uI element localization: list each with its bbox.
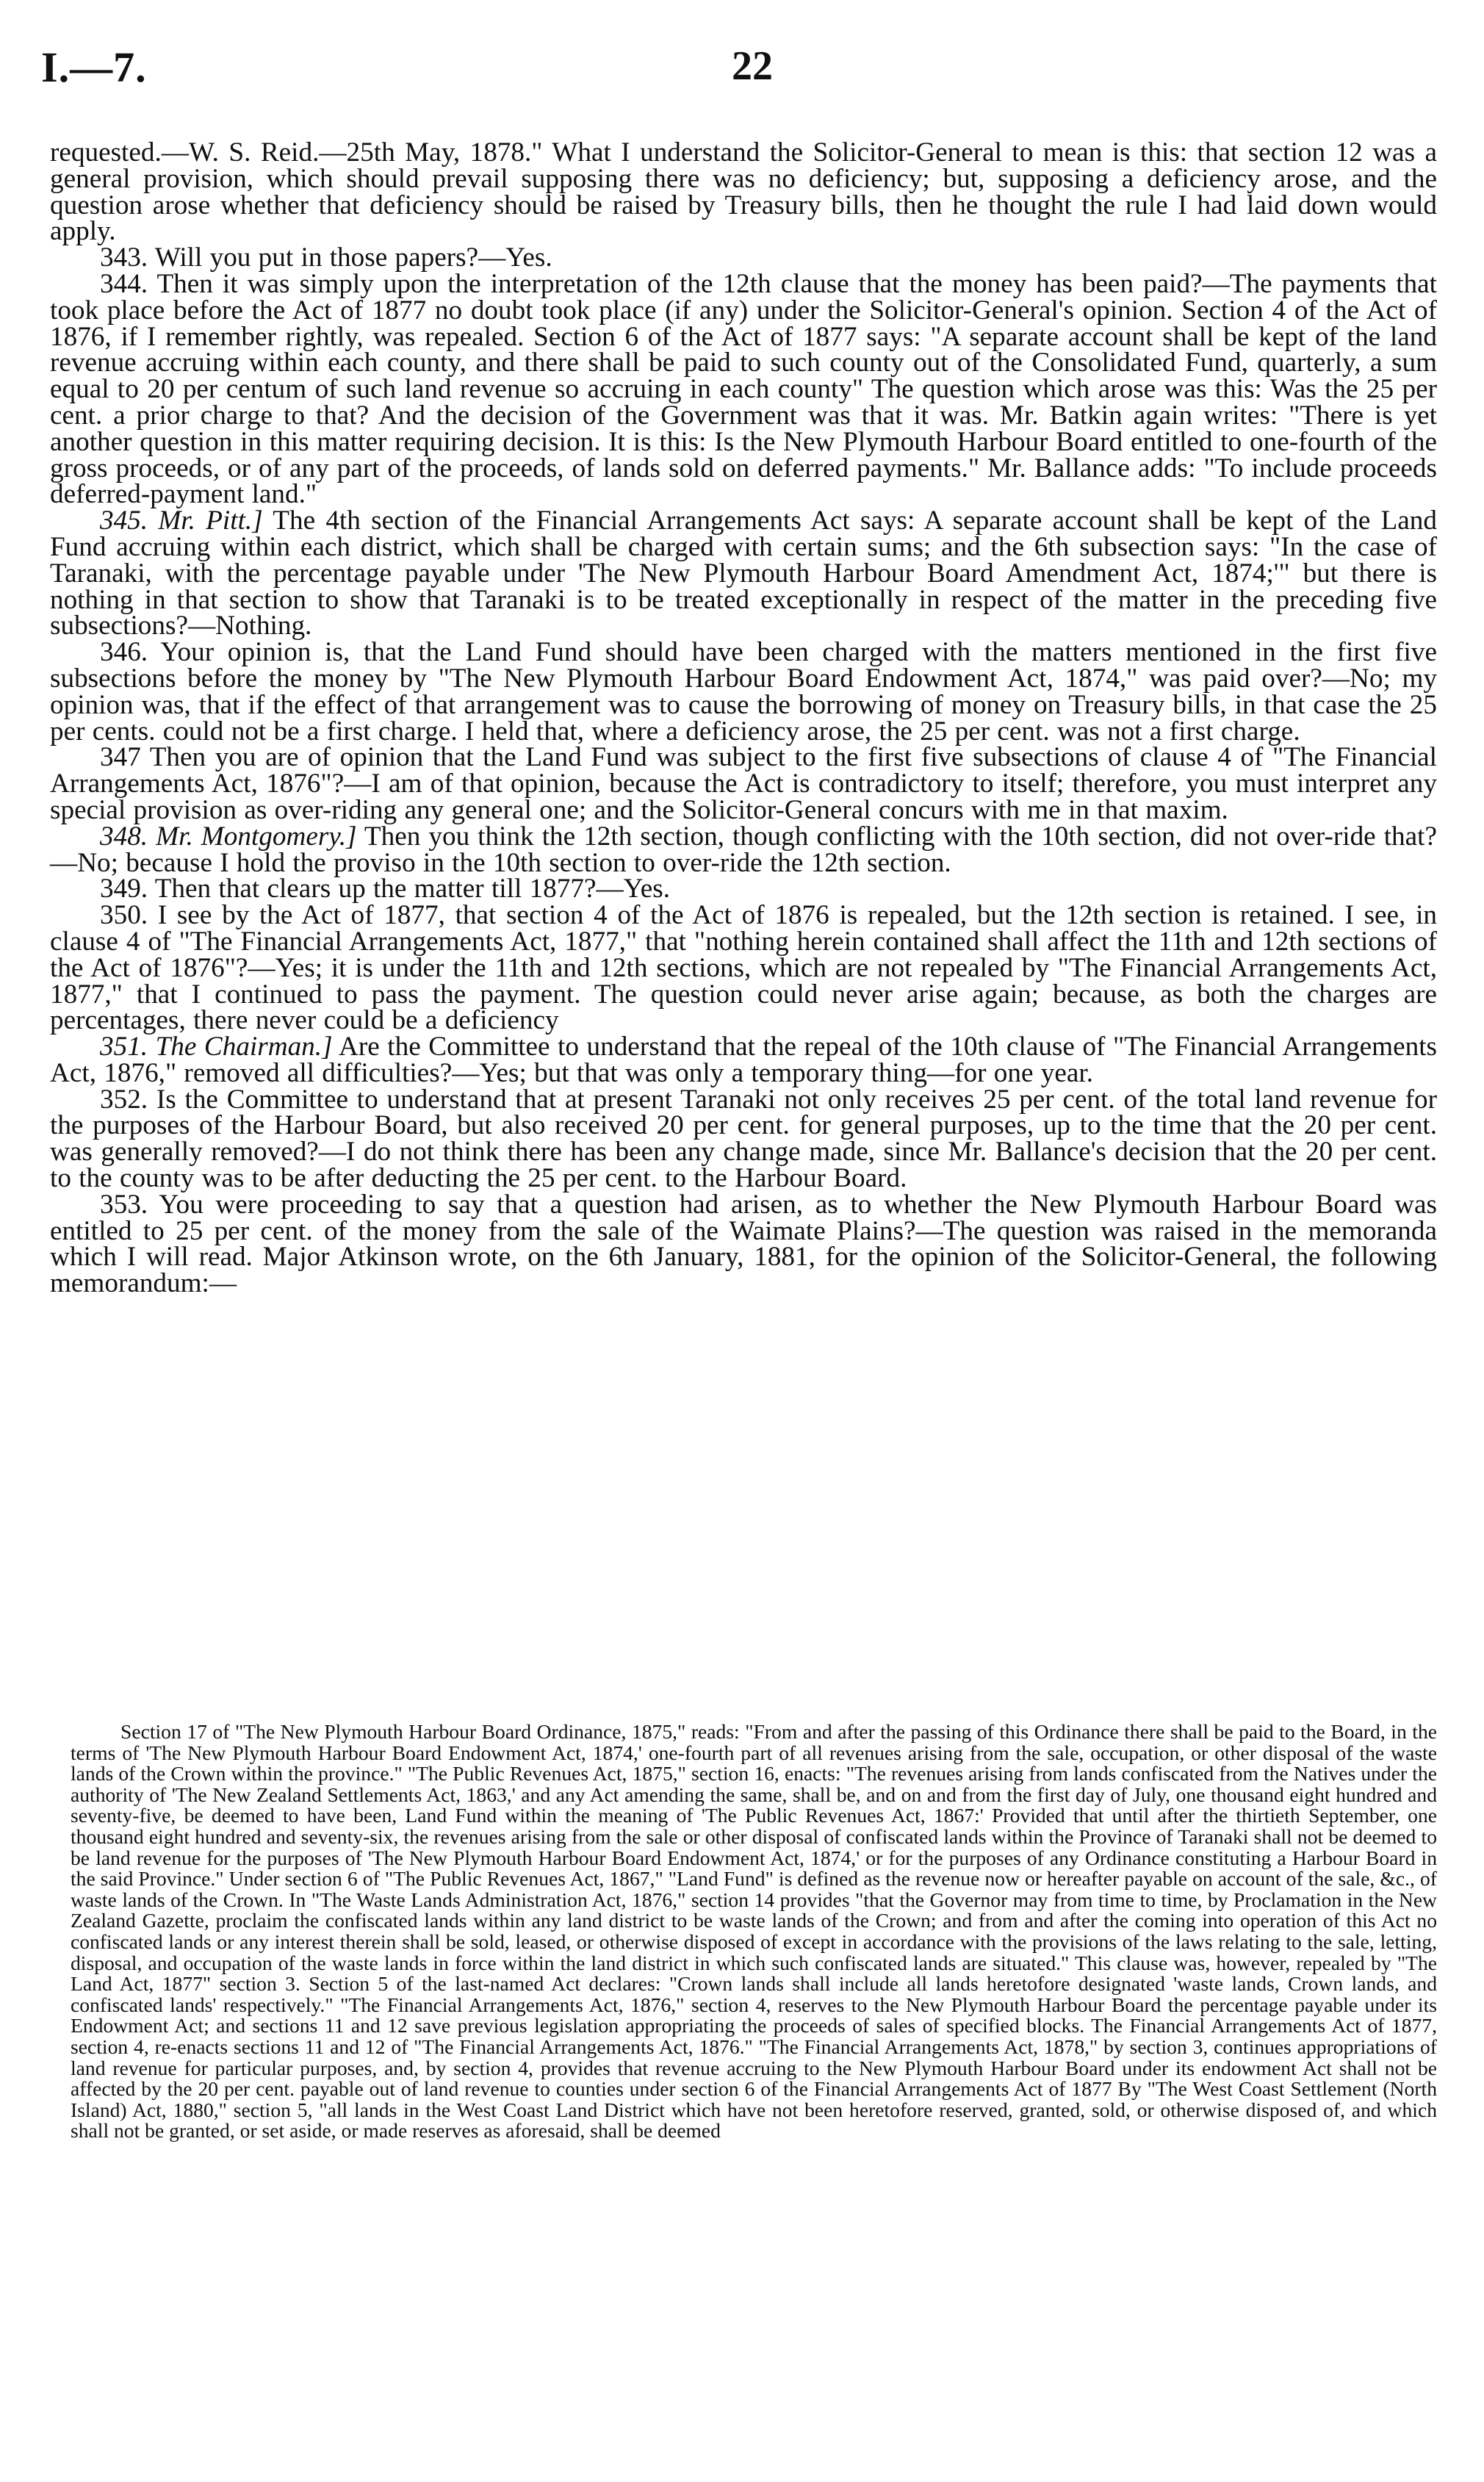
paragraph-349: 349. Then that clears up the matter till 1877?—Yes. <box>100 874 671 904</box>
paragraph-346: 346. Your opinion is, that the Land Fund should have been charged with the matters mentioned in the first five subsections before the money by "The New Plymouth Harbour Board Endowment Act, 1874," was paid over?—No; my opinion was, that if the effect of that arrangement was to cause the borrowing of money on Treasury bills, in that case the 25 per cents. could not be a first charge. I held that, where a deficiency arose, the 25 per cent. was not a first charge. <box>50 637 1437 747</box>
page-header <box>41 43 1443 109</box>
paragraph-353: 353. You were proceeding to say that a question had arisen, as to whether the New Plymouth Harbour Board was entitled to 25 per cent. of the money from the sale of the Waimate Plains?—The question was raised in the memoranda which I will read. Major Atkinson wrote, on the 6th January, 1881, for the opinion of the Solicitor-General, the following memorandum:— <box>50 1189 1437 1299</box>
paragraph-344: 344. Then it was simply upon the interpretation of the 12th clause that the money has been paid?—The payments that took place before the Act of 1877 no doubt took place (if any) under the Solicitor-General's opinion. Section 4 of the Act of 1876, if I remember rightly, was repealed. Section 6 of the Act of 1877 says: "A separate account shall be kept of the land revenue accruing within each county, and there shall be paid to such county out of the Consolidated Fund, quarterly, a sum equal to 20 per centum of such land revenue so accruing in each county" The question which arose was this: Was the 25 per cent. a prior charge to that? And the decision of the Government was that it was. Mr. Batkin again writes: "There is yet another question in this matter requiring decision. It is this: Is the New Plymouth Harbour Board entitled to one-fourth of the gross proceeds, or of any part of the proceeds, of lands sold on deferred payments." Mr. Ballance adds: "To include proceeds deferred-payment land." <box>50 268 1437 510</box>
document-reference: I.—7. <box>41 43 147 91</box>
memorandum-quote <box>71 1722 1437 2142</box>
paragraph-continuation: requested.—W. S. Reid.—25th May, 1878." What I understand the Solicitor-General to mean is this: that section 12 was a general provision, which should prevail supposing there was no deficiency; but, supposing a deficiency arose, and the question arose whether that deficiency should be raised by Treasury bills, then he thought the rule I had laid down would apply. <box>50 137 1437 247</box>
paragraph-350: 350. I see by the Act of 1877, that section 4 of the Act of 1876 is repealed, but the 12th section is retained. I see, in clause 4 of "The Financial Arrangements Act, 1877," that "nothing herein contained shall affect the 11th and 12th sections of the Act of 1876"?—Yes; it is under the 11th and 12th sections, which are not repealed by "The Financial Arrangements Act, 1877," that I continued to pass the payment. The question could never arise again; because, as both the charges are percentages, there never could be a deficiency <box>50 900 1437 1036</box>
paragraph-352: 352. Is the Committee to understand that at present Taranaki not only receives 25 per cent. of the total land revenue for the purposes of the Harbour Board, but also received 20 per cent. for general purposes, up to the time that the 20 per cent. was generally removed?—I do not think there has been any change made, since Mr. Ballance's decision that the 20 per cent. to the county was to be after deducting the 25 per cent. to the Harbour Board. <box>50 1084 1437 1194</box>
page-number: 22 <box>732 43 773 89</box>
paragraph-343: 343. Will you put in those papers?—Yes. <box>100 242 552 273</box>
speaker-lead: 348. Mr. Montgomery.] <box>100 821 357 852</box>
evidence-body <box>50 137 1437 1299</box>
paragraph-348: 348. Mr. Montgomery.] Then you think the 12th section, though conflicting with the 10th section, did not over-ride that?—No; because I hold the proviso in the 10th section to over-ride the 12th section. <box>50 821 1437 878</box>
memorandum-text: Section 17 of "The New Plymouth Harbour Board Ordinance, 1875," reads: "From and after the passing of this Ordinance there shall be paid to the Board, in the terms of 'The New Plymouth Harbour Board Endowment Act, 1874,' one-fourth part of all revenues arising from the sale, occupation, or other disposal of the waste lands of the Crown within the province." "The Public Revenues Act, 1875," section 16, enacts: "The revenues arising from lands confiscated from the Natives under the authority of 'The New Zealand Settlements Act, 1863,' and any Act amending the same, shall be, and on and from the first day of July, one thousand eight hundred and seventy-five, be deemed to have been, Land Fund within the meaning of 'The Public Revenues Act, 1867:' Provided that until after the thirtieth September, one thousand eight hundred and seventy-six, the revenues arising from the sale or other disposal of confiscated lands within the Province of Taranaki shall not be deemed to be land revenue for the purposes of 'The New Plymouth Harbour Board Endowment Act, 1874,' or for the purposes of any Ordinance constituting a Harbour Board in the said Province." Under section 6 of "The Public Revenues Act, 1867," "Land Fund" is defined as the revenue now or hereafter payable on account of the sale, &c., of waste lands of the Crown. In "The Waste Lands Administration Act, 1876," section 14 provides "that the Governor may from time to time, by Proclamation in the New Zealand Gazette, proclaim the confiscated lands within any land district to be waste lands of the Crown; and from and after the coming into operation of this Act no confiscated lands or any interest therein shall be sold, leased, or otherwise disposed of except in accordance with the provisions of the laws relating to the sale, letting, disposal, and occupation of the waste lands in force within the land district in which such confiscated lands are situated." This clause was, however, repealed by "The Land Act, 1877" section 3. Section 5 of the last-named Act declares: "Crown lands shall include all lands heretofore designated 'waste lands, Crown lands, and confiscated lands' respectively." "The Financial Arrangements Act, 1876," section 4, reserves to the New Plymouth Harbour Board the percentage payable under its Endowment Act; and sections 11 and 12 save previous legislation appropriating the proceeds of sales of specified blocks. The Financial Arrangements Act of 1877, section 4, re-enacts sections 11 and 12 of "The Financial Arrangements Act, 1876." "The Financial Arrangements Act, 1878," by section 3, continues appropriations of land revenue for particular purposes, and, by section 4, provides that revenue accruing to the New Plymouth Harbour Board under its endowment Act shall not be affected by the 20 per cent. payable out of land revenue to counties under section 6 of the Financial Arrangements Act of 1877 By "The West Coast Settlement (North Island) Act, 1880," section 5, "all lands in the West Coast Land District which have not been heretofore reserved, granted, sold, or otherwise disposed of, and which shall not be granted, or set aside, or made reserves as aforesaid, shall be deemed <box>71 1720 1437 2143</box>
paragraph-351: 351. The Chairman.] Are the Committee to understand that the repeal of the 10th clause of "The Financial Arrangements Act, 1876," removed all difficulties?—Yes; but that was only a temporary thing—for one year. <box>50 1032 1437 1088</box>
speaker-lead: 345. Mr. Pitt.] <box>100 506 263 536</box>
paragraph-345: 345. Mr. Pitt.] The 4th section of the Financial Arrangements Act says: A separate account shall be kept of the Land Fund accruing within each district, which shall be charged with certain sums; and the 6th subsection says: "In the case of Taranaki, with the percentage payable under 'The New Plymouth Harbour Board Amendment Act, 1874;'" but there is nothing in that section to show that Taranaki is to be treated exceptionally in respect of the matter in the preceding five subsections?—Nothing. <box>50 506 1437 641</box>
paragraph-347: 347 Then you are of opinion that the Land Fund was subject to the first five subsections of clause 4 of "The Financial Arrangements Act, 1876"?—I am of that opinion, because the Act is contradictory to itself; therefore, you must interpret any special provision as over-riding any general one; and the Solicitor-General concurs with me in that maxim. <box>50 742 1437 825</box>
speaker-lead: 351. The Chairman.] <box>100 1032 333 1062</box>
